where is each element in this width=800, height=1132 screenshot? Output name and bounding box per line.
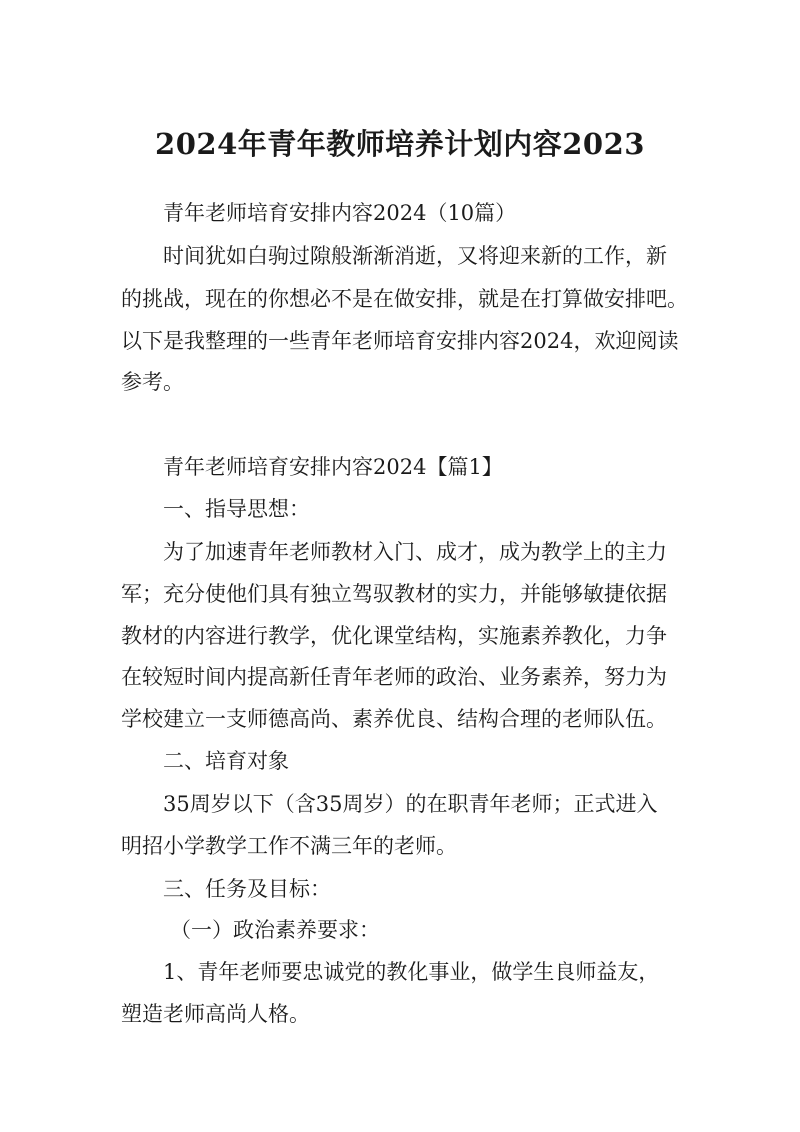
intro-line-1: 时间犹如白驹过隙般渐渐消逝，又将迎来新的工作，新 — [163, 244, 667, 268]
intro-line-3: 以下是我整理的一些青年老师培育安排内容2024，欢迎阅读 — [121, 329, 679, 353]
paragraph-line-3: 教材的内容进行教学，优化课堂结构，实施素养教化，力争 — [121, 624, 667, 648]
heading-tasks-goals: 三、任务及目标： — [163, 877, 331, 901]
item-line-1: 1、青年老师要忠诚党的教化事业，做学生良师益友， — [163, 960, 660, 984]
subheading-political-quality: （一）政治素养要求： — [170, 918, 380, 942]
paragraph-line-5: 学校建立一支师德高尚、素养优良、结构合理的老师队伍。 — [121, 707, 667, 731]
heading-guiding-thought: 一、指导思想： — [163, 497, 310, 521]
section-heading-piece-1: 青年老师培育安排内容2024【篇1】 — [163, 455, 503, 479]
target-line-1: 35周岁以下（含35周岁）的在职青年老师；正式进入 — [163, 792, 658, 816]
target-line-2: 明招小学教学工作不满三年的老师。 — [121, 834, 457, 858]
paragraph-line-1: 为了加速青年老师教材入门、成才，成为教学上的主力 — [163, 540, 667, 564]
document-title: 2024年青年教师培养计划内容2023 — [155, 127, 645, 161]
heading-training-target: 二、培育对象 — [163, 749, 289, 773]
intro-line-2: 的挑战，现在的你想必不是在做安排，就是在打算做安排吧。 — [121, 287, 688, 311]
paragraph-line-2: 军；充分使他们具有独立驾驭教材的实力，并能够敏捷依据 — [121, 582, 667, 606]
item-line-2: 塑造老师高尚人格。 — [121, 1002, 310, 1026]
subtitle-line: 青年老师培育安排内容2024（10篇） — [163, 201, 517, 225]
paragraph-line-4: 在较短时间内提高新任青年老师的政治、业务素养，努力为 — [121, 665, 667, 689]
intro-line-4: 参考。 — [121, 370, 184, 394]
